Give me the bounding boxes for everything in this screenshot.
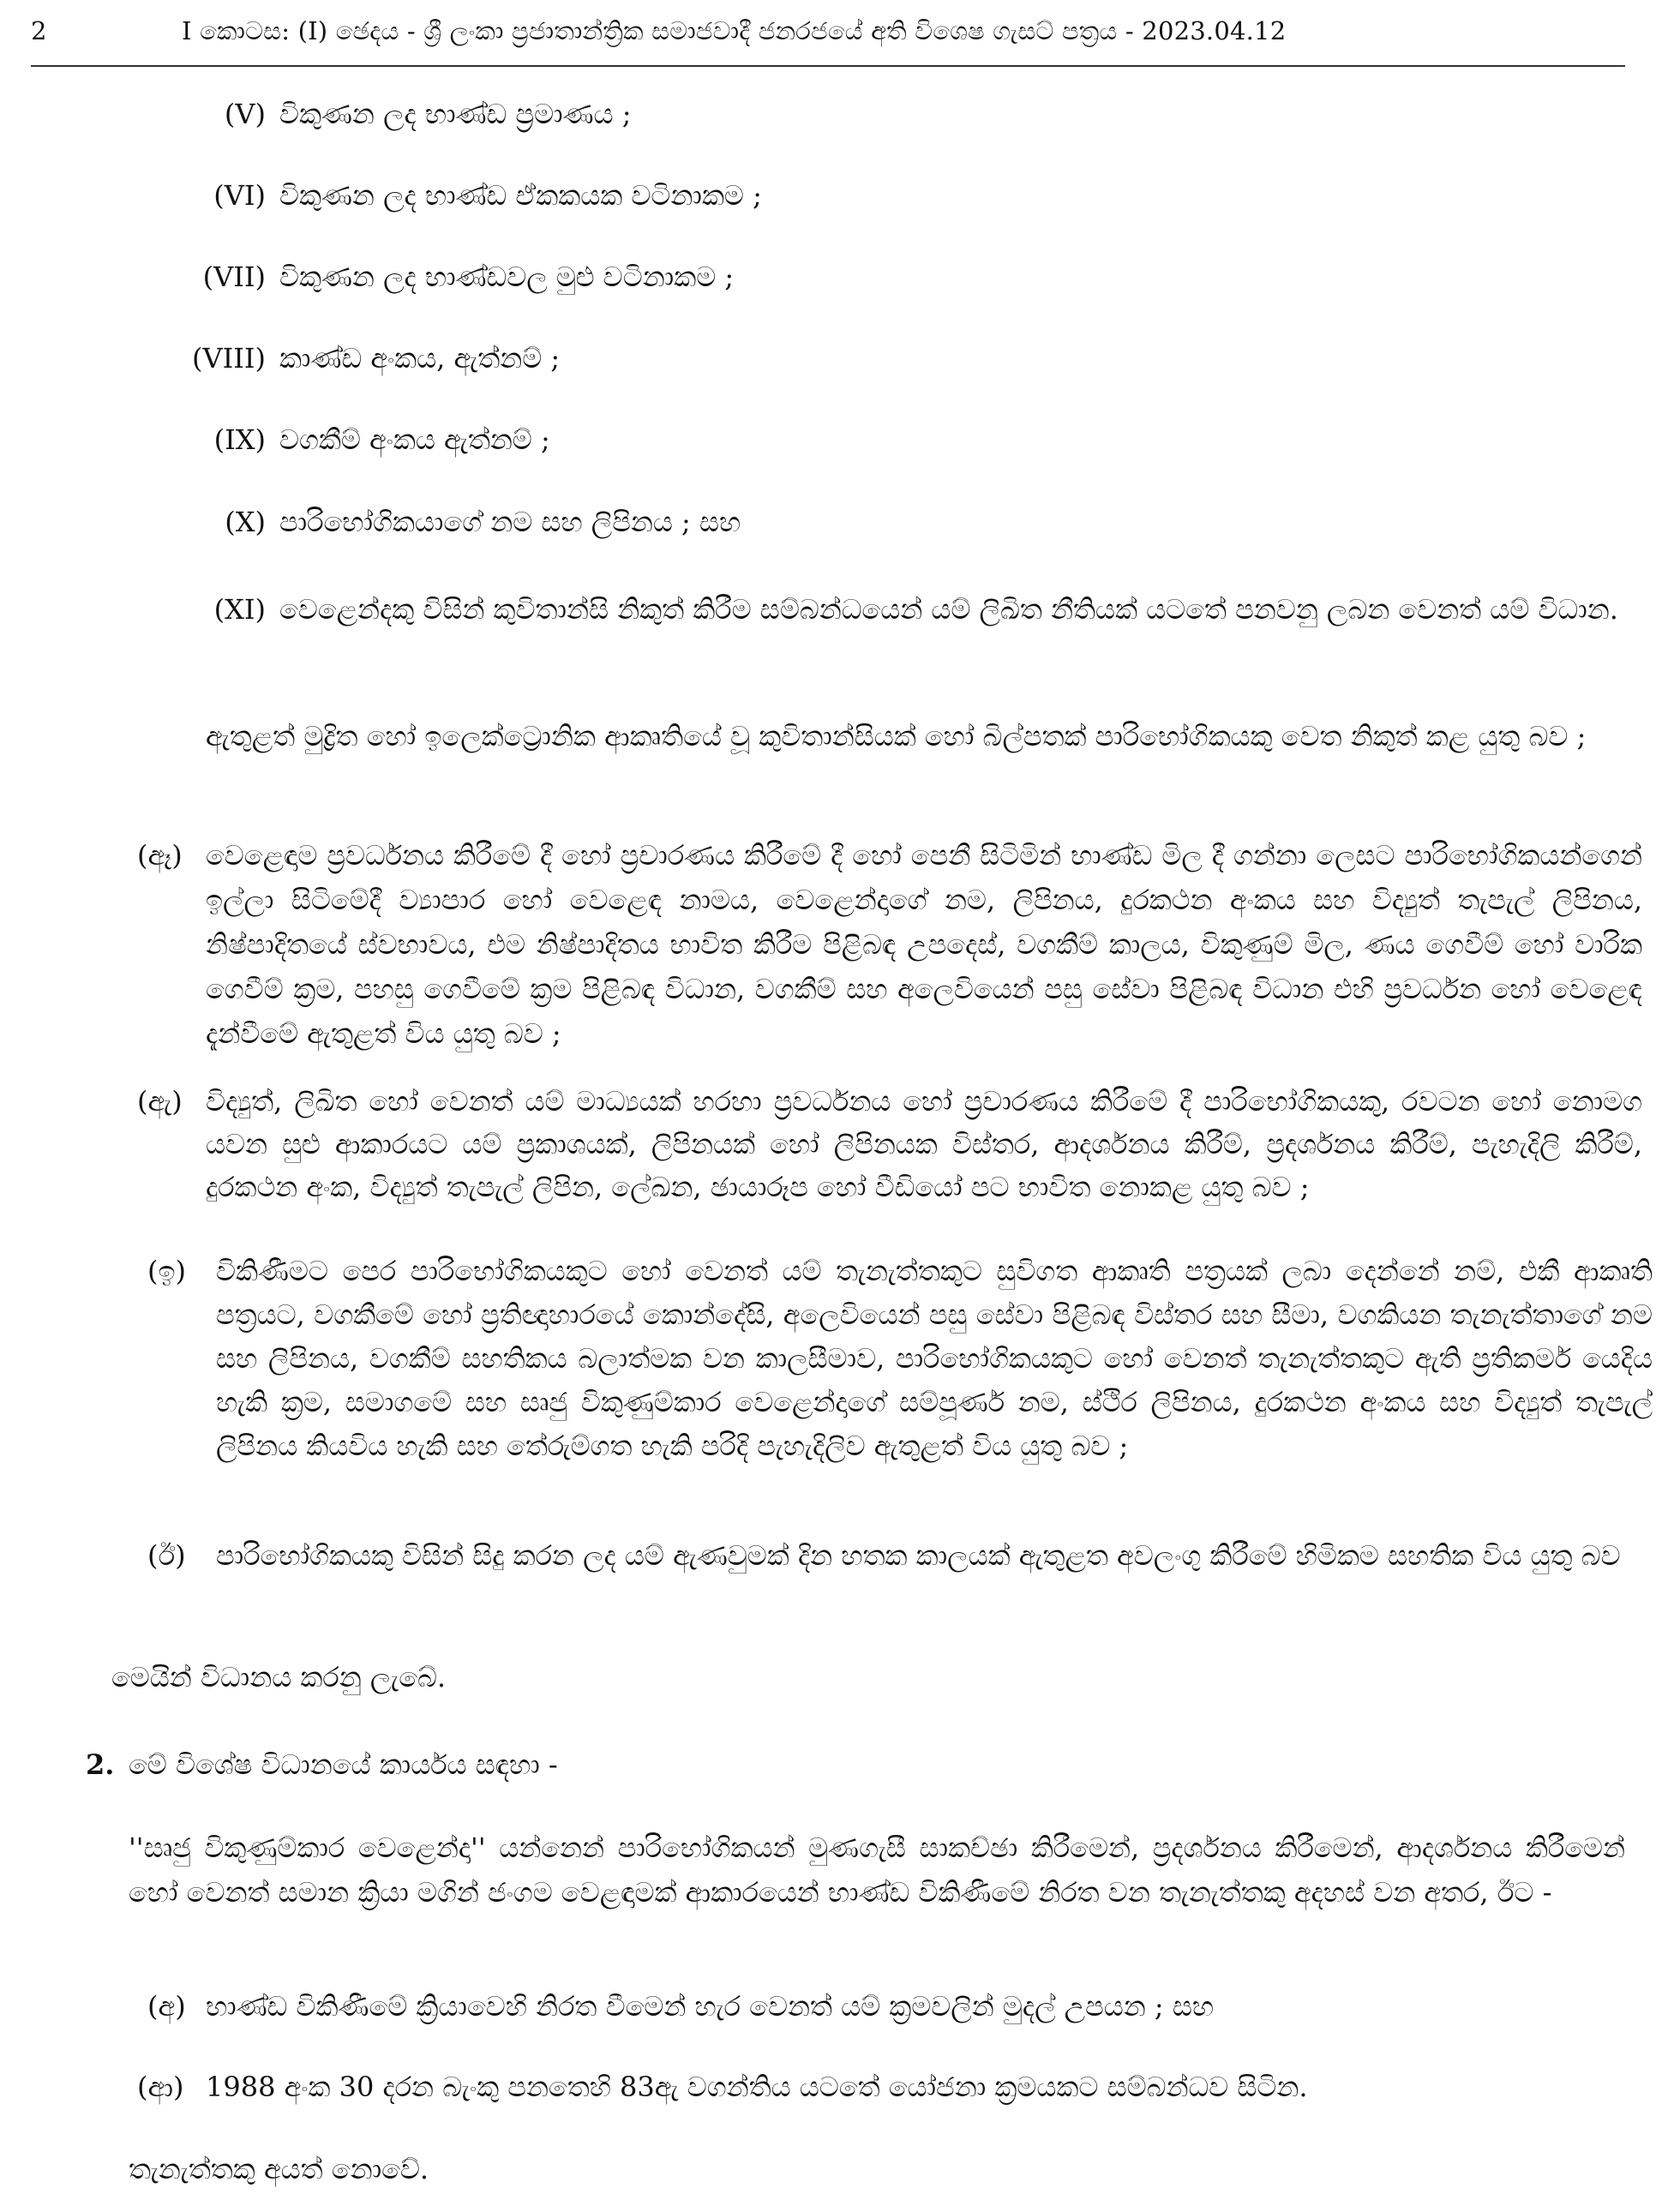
header-rule [31,65,1625,67]
clause-text: වෙළෙඳාම ප්‍රවර්ධනය කිරීමේ දී හෝ ප්‍රචාරණය කිරීමේ දී හෝ පෙනී සිටිමින් භාණ්ඩ මිල දී ගන්නා ලෙසට පාරිභෝගිකයන්ගෙන් ඉල්ලා සිටිමේදී ව්‍යාපාර හෝ වෙළෙඳ නාමය, වෙළෙන්දාගේ නම, ලිපිනය, දුරකථන අංකය සහ විද්‍යුත් තැපැල් ලිපිනය, නිෂ්පාදිතයේ ස්වභාවය, එම නිෂ්පාදිතය භාවිත කිරීම පිළිබඳ උපදෙස්, වගකීම් කාලය, විකුණුම් මිල, ණය ගෙවීම් හෝ වාරික ගෙවීම් ක්‍රම, පහසු ගෙවීමේ ක්‍රම පිළිබඳ විධාන, වගකීම් සහ අලෙවියෙන් පසු සේවා පිළිබඳ විධාන එහි ප්‍රවර්ධන හෝ වෙළෙඳ දැන්වීමේ ඇතුළත් විය යුතු බව ; [206,839,1642,1050]
roman-item-text: පාරිභෝගිකයාගේ නම සහ ලිපිනය ; සහ [279,506,741,538]
roman-item-text: වගකීම් අංකය ඇත්නම් ; [279,423,550,456]
provided-text: මෙයින් විධානය කරනු ලැබේ. [111,1661,447,1693]
clause-text: විද්‍යුත්, ලිඛිත හෝ වෙනත් යම් මාධ්‍යයක් හරහා ප්‍රවර්ධනය හෝ ප්‍රචාරණය කිරීමේ දී පාරිභෝගිකයකු, රවටන හෝ නොමග යවන සුළු ආකාරයට යම් ප්‍රකාශයක්, ලිපිනයක් හෝ ලිපිනයක විස්තර, ආදර්ශනය කිරීම්, ප්‍රදර්ශනය කිරීම්, පැහැදිලි කිරීම්, දුරකථන අංක, විද්‍යුත් තැපැල් ලිපින, ලේඛන, ඡායාරූප හෝ වීඩියෝ පට භාවිත නොකළ යුතු බව ; [206,1085,1642,1203]
clause-text: පාරිභෝගිකයකු විසින් සිදු කරන ලද යම් ඇණවුමක් දින හතක කාලයක් ඇතුළත අවලංගු කිරීමේ හිමිකම සහතික විය යුතු බව [216,1539,1621,1572]
clause-label: (ඉ) [147,1255,187,1287]
roman-item-text: වෙළෙන්දකු විසින් කුවිතාන්සි නිකුත් කිරීම සම්බන්ධයෙන් යම් ලිඛිත නීතියක් යටතේ පනවනු ලබන වෙනත් යම් විධාන. [279,593,1618,626]
roman-item-number: (V) [224,98,266,130]
roman-item-number: (IX) [213,423,266,456]
roman-item-number: (VII) [202,261,266,293]
roman-item-number: (X) [225,506,266,538]
clause-label: (ඈ) [137,839,183,872]
gazette-header [31,12,1625,50]
gazette-title: I කොටස: (I) ඡෙදය - ශ්‍රී ලංකා ප්‍රජාතාන්ත්‍රික සමාජවාදී ජනරජයේ අති විශෙෂ ගැසට් පත්‍රය - 2023.04.12 [182,16,1287,45]
section-intro: මේ විශේෂ විධානයේ කාර්යය සඳහා - [129,1748,558,1781]
page-number: 2 [31,16,47,45]
definition-paragraph: ''සෘජු විකුණුම්කාර වෙළෙන්දා'' යන්නෙන් පාරිභෝගිකයන් මුණගැසී සාකච්ඡා කිරීමෙන්, ප්‍රදර්ශනය කිරීමෙන්, ආදර්ශනය කිරීමෙන් හෝ වෙනත් සමාන ක්‍රියා මගින් ජංගම වෙළඳාමක් ආකාරයෙන් භාණ්ඩ විකිණීමේ නිරත වන තැනැත්තකු අදහස් වන අතර, ඊට - [129,1831,1625,1909]
definition-item-text: භාණ්ඩ විකිණීමේ ක්‍රියාවෙහි නිරත වීමෙන් හැර වෙනත් යම් ක්‍රමවලින් මුදල් උපයන ; සහ [206,1990,1215,2023]
clause-label: (ඇ) [137,1085,183,1118]
roman-item-text: විකුණන ලද භාණ්ඩවල මුළු වටිනාකම ; [279,261,735,293]
roman-item [0,586,1680,672]
clause-text: විකිණීමට පෙර පාරිභෝගිකයකුට හෝ වෙනත් යම් තැනැත්තකුට සුවිගත ආකෘති පත්‍රයක් ලබා දෙන්නේ නම්, එකී ආකෘති පත්‍රයට, වගකීමේ හෝ ප්‍රතිඥාහාරයේ කොන්දේසි, අලෙවියෙන් පසු සේවා පිළිබඳ විස්තර සහ සීමා, වගකියන තැනැත්තාගේ නම සහ ලිපිනය, වගකීම් සහතිකය බලාත්මක වන කාලසීමාව, පාරිභෝගිකයකුට හෝ වෙනත් තැනැත්තකුට ඇති ප්‍රතිකර්ම යෙදිය හැකි ක්‍රම, සමාගමේ සහ සෘජු විකුණුම්කාර වෙළෙන්දාගේ සම්පූර්ණ නම, ස්ථිර ලිපිනය, දුරකථන අංකය සහ විද්‍යුත් තැපැල් ලිපිනය කියවිය හැකි සහ තේරුම්ගත හැකි පරිදි පැහැදිලිව ඇතුළත් විය යුතු බව ; [216,1255,1653,1462]
roman-item-text: විකුණන ලද භාණ්ඩ ඒකකයක වටිනාකම ; [279,179,762,212]
roman-item-number: (VI) [213,179,266,212]
definition-item-label: (ආ) [137,2071,184,2103]
roman-item-text: කාණ්ඩ අංකය, ඇත්නම් ; [279,342,561,375]
definition-item-text: 1988 අංක 30 දරන බැංකු පනතෙහි 83ඇ වගන්තිය යටතේ යෝජනා ක්‍රමයකට සම්බන්ධව සිටින. [206,2071,1308,2103]
clause-label: (ඊ) [147,1539,186,1572]
roman-item-number: (VIII) [192,342,266,375]
including-paragraph: ඇතුළත් මුද්‍රිත හෝ ඉලෙක්ට්‍රොනික ආකෘතියේ වූ කුවිතාන්සියක් හෝ බිල්පතක් පාරිභෝගිකයකු වෙත නිකුත් කළ යුතු බව ; [206,720,1587,752]
roman-item-text: විකුණන ලද භාණ්ඩ ප්‍රමාණය ; [279,98,632,130]
roman-item [0,339,1680,378]
roman-item [0,257,1680,297]
roman-item [0,94,1680,134]
roman-item [0,420,1680,459]
roman-item [0,502,1680,542]
definition-item-label: (අ) [147,1990,186,2023]
section-number: 2. [86,1748,115,1781]
closing-text: තැනැත්තකු අයත් නොවේ. [129,2153,429,2185]
roman-item [0,176,1680,215]
roman-item-number: (XI) [213,593,266,626]
